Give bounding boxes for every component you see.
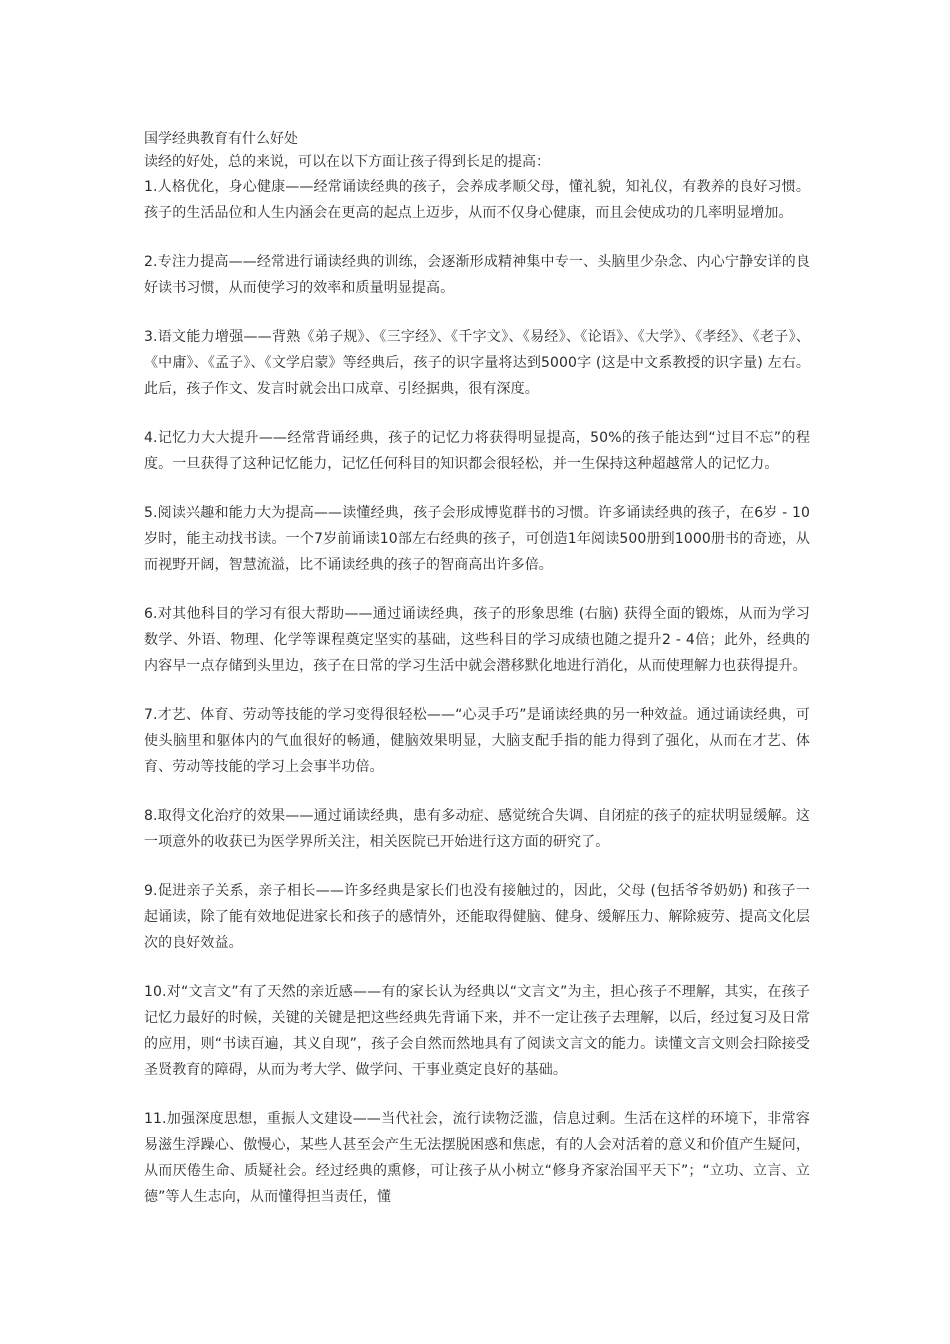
paragraph-6: 6.对其他科目的学习有很大帮助——通过诵读经典，孩子的形象思维 (右脑) 获得全面的锻炼，从而为学习数学、外语、物理、化学等课程奠定坚实的基础，这些科目的学习成绩也随之提升2 - 4倍；此外，经典的内容早一点存储到头里边，孩子在日常的学习生活中就会潜移默化地进行消化，从而使理解力也获得提升。 <box>144 606 810 674</box>
paragraph-1: 1.人格优化，身心健康——经常诵读经典的孩子，会养成孝顺父母，懂礼貌，知礼仪，有教养的良好习惯。孩子的生活品位和人生内涵会在更高的起点上迈步，从而不仅身心健康，而且会使成功的几率明显增加。 <box>144 179 810 221</box>
document-title: 国学经典教育有什么好处 <box>144 131 298 147</box>
paragraph-4: 4.记忆力大大提升——经常背诵经典，孩子的记忆力将获得明显提高，50%的孩子能达到“过目不忘”的程度。一旦获得了这种记忆能力，记忆任何科目的知识都会很轻松，并一生保持这种超越常人的记忆力。 <box>144 430 810 472</box>
document-body <box>144 128 810 1233</box>
paragraph-2: 2.专注力提高——经常进行诵读经典的训练，会逐渐形成精神集中专一、头脑里少杂念、内心宁静安详的良好读书习惯，从而使学习的效率和质量明显提高。 <box>144 254 810 296</box>
paragraph-8: 8.取得文化治疗的效果——通过诵读经典，患有多动症、感觉统合失调、自闭症的孩子的症状明显缓解。这一项意外的收获已为医学界所关注，相关医院已开始进行这方面的研究了。 <box>144 808 810 850</box>
document-intro: 读经的好处，总的来说，可以在以下方面让孩子得到长足的提高： <box>144 154 550 170</box>
paragraph-10: 10.对“文言文”有了天然的亲近感——有的家长认为经典以“文言文”为主，担心孩子不理解，其实，在孩子记忆力最好的时候，关键的关键是把这些经典先背诵下来，并不一定让孩子去理解，以后，经过复习及日常的应用，则“书读百遍，其义自现”，孩子会自然而然地具有了阅读文言文的能力。读懂文言文则会扫除接受圣贤教育的障碍，从而为考大学、做学问、干事业奠定良好的基础。 <box>144 984 810 1078</box>
paragraph-9: 9.促进亲子关系，亲子相长——许多经典是家长们也没有接触过的，因此，父母 (包括爷爷奶奶) 和孩子一起诵读，除了能有效地促进家长和孩子的感情外，还能取得健脑、健身、缓解压力、解除疲劳、提高文化层次的良好效益。 <box>144 883 810 951</box>
paragraph-7: 7.才艺、体育、劳动等技能的学习变得很轻松——“心灵手巧”是诵读经典的另一种效益。通过诵读经典，可使头脑里和躯体内的气血很好的畅通，健脑效果明显，大脑支配手指的能力得到了强化，从而在才艺、体育、劳动等技能的学习上会事半功倍。 <box>144 707 810 775</box>
paragraph-3: 3.语文能力增强——背熟《弟子规》、《三字经》、《千字文》、《易经》、《论语》、《大学》、《孝经》、《老子》、《中庸》、《孟子》、《文学启蒙》等经典后，孩子的识字量将达到5000字 (这是中文系教授的识字量) 左右。此后，孩子作文、发言时就会出口成章、引经据典，很有深度。 <box>144 329 810 397</box>
paragraph-5: 5.阅读兴趣和能力大为提高——读懂经典，孩子会形成博览群书的习惯。许多诵读经典的孩子，在6岁 - 10岁时，能主动找书读。一个7岁前诵读10部左右经典的孩子，可创造1年阅读500册到1000册书的奇迹，从而视野开阔，智慧流溢，比不诵读经典的孩子的智商高出许多倍。 <box>144 505 810 573</box>
paragraph-11: 11.加强深度思想，重振人文建设——当代社会，流行读物泛滥，信息过剩。生活在这样的环境下，非常容易滋生浮躁心、傲慢心，某些人甚至会产生无法摆脱困惑和焦虑，有的人会对活着的意义和价值产生疑问，从而厌倦生命、质疑社会。经过经典的熏修，可让孩子从小树立“修身齐家治国平天下”；“立功、立言、立德”等人生志向，从而懂得担当责任，懂 <box>144 1111 810 1205</box>
